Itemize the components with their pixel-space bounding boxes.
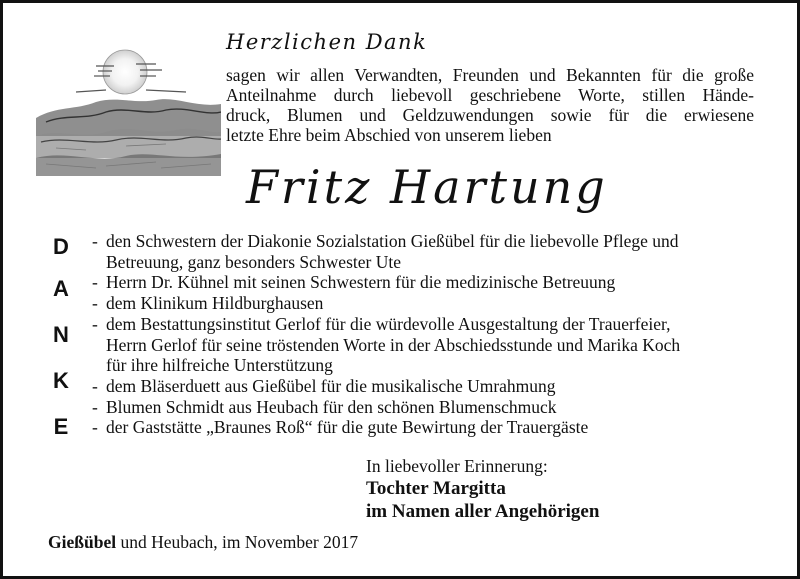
- bullet-dash: -: [92, 417, 98, 438]
- place-date-rest: und Heubach, im November 2017: [116, 532, 359, 552]
- thanks-item-text: dem Klinikum Hildburghausen: [106, 293, 324, 314]
- thanks-item-text: für ihre hilfreiche Unterstützung: [106, 355, 333, 376]
- thanks-item: [92, 293, 772, 314]
- thanks-item-text: der Gaststätte „Braunes Roß“ für die gute Bewirtung der Trauergäste: [106, 417, 589, 438]
- danke-letter: N: [53, 322, 69, 347]
- intro-line: sagen wir allen Verwandten, Freunden und Bekannten für die große: [226, 65, 754, 85]
- danke-letter: A: [53, 276, 69, 301]
- thanks-item: [92, 272, 772, 293]
- thanks-item: [92, 376, 772, 397]
- thanks-item: [92, 314, 772, 376]
- bullet-dash: -: [92, 396, 98, 417]
- heading: Herzlichen Dank: [226, 30, 428, 54]
- signer-family: im Namen aller Angehörigen: [366, 501, 600, 522]
- thanks-list: [92, 231, 772, 438]
- thanks-item: [92, 417, 772, 438]
- intro-paragraph: [226, 65, 754, 145]
- thanks-item-text: Blumen Schmidt aus Heubach für den schönen Blumenschmuck: [106, 396, 557, 417]
- bullet-dash: -: [92, 293, 98, 314]
- thanks-item-text: Herrn Dr. Kühnel mit seinen Schwestern für die medizinische Betreuung: [106, 272, 616, 293]
- place-date: [48, 532, 358, 553]
- deceased-name: Fritz Hartung: [246, 160, 608, 214]
- thanks-item-text: dem Bläserduett aus Gießübel für die musikalische Umrahmung: [106, 375, 556, 396]
- place-name: Gießübel: [48, 532, 117, 552]
- thanks-item-text: Herrn Gerlof für seine tröstenden Worte in der Abschiedsstunde und Marika Koch: [106, 334, 681, 355]
- thanks-item-text: den Schwestern der Diakonie Sozialstation Gießübel für die liebevolle Pflege und: [106, 231, 679, 251]
- signer-daughter: Tochter Margitta: [366, 478, 506, 499]
- closing-block: [366, 455, 599, 523]
- bullet-dash: -: [92, 272, 98, 293]
- intro-line: druck, Blumen und Geldzuwendungen sowie für die erwiesene: [226, 105, 754, 125]
- danke-letter: D: [53, 234, 69, 259]
- bullet-dash: -: [92, 375, 98, 396]
- intro-line: Anteilnahme durch liebevoll geschriebene Worte, stillen Hände-: [226, 85, 754, 105]
- intro-line: letzte Ehre beim Abschied von unserem lieben: [226, 125, 552, 145]
- bullet-dash: -: [92, 231, 98, 251]
- thanks-item: [92, 231, 772, 272]
- thanks-item-text: dem Bestattungsinstitut Gerlof für die würdevolle Ausgestaltung der Trauerfeier,: [106, 313, 671, 334]
- moon-landscape-sketch: [36, 40, 221, 190]
- thanks-item: [92, 397, 772, 418]
- danke-letter: K: [53, 368, 69, 393]
- closing-intro: In liebevoller Erinnerung:: [366, 456, 548, 476]
- bullet-dash: -: [92, 313, 98, 334]
- thanks-item-text: Betreuung, ganz besonders Schwester Ute: [106, 251, 401, 272]
- danke-letter: E: [53, 414, 69, 439]
